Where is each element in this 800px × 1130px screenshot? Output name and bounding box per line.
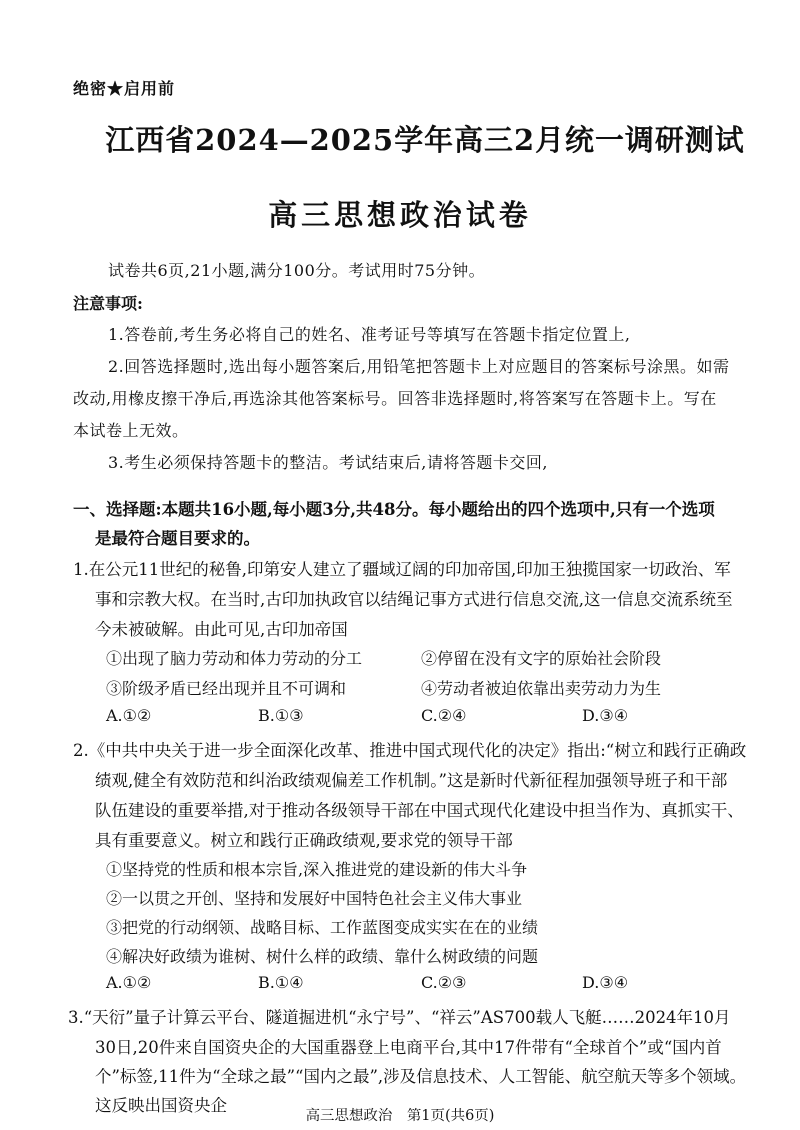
notice-item-2-line-1: 2.回答选择题时,选出每小题答案后,用铅笔把答题卡上对应题目的答案标号涂黑。如需	[108, 357, 730, 376]
q1-statement-2: ②停留在没有文字的原始社会阶段	[421, 649, 662, 668]
q2-stem-line-1: 2.《中共中央关于进一步全面深化改革、推进中国式现代化的决定》指出:“树立和践行正确政	[73, 741, 747, 760]
exam-intro: 试卷共6页,21小题,满分100分。考试用时75分钟。	[108, 261, 486, 280]
q2-stem-line-3: 队伍建设的重要举措,对于推动各级领导干部在中国式现代化建设中担当作为、真抓实干、	[95, 801, 744, 820]
notice-item-3: 3.考生必须保持答题卡的整洁。考试结束后,请将答题卡交回,	[108, 453, 548, 472]
q1-statement-3: ③阶级矛盾已经出现并且不可调和	[106, 679, 347, 698]
q1-statement-1: ①出现了脑力劳动和体力劳动的分工	[106, 649, 363, 668]
q1-statement-4: ④劳动者被迫依靠出卖劳动力为生	[421, 679, 662, 698]
q2-statement-3: ③把党的行动纲领、战略目标、工作蓝图变成实实在在的业绩	[106, 918, 539, 937]
notice-item-2-line-3: 本试卷上无效。	[73, 421, 189, 440]
page-footer: 高三思想政治 第1页(共6页)	[305, 1108, 495, 1124]
q1-option-d: D.③④	[582, 706, 629, 725]
q2-stem-line-4: 具有重要意义。树立和践行正确政绩观,要求党的领导干部	[95, 831, 513, 850]
section-heading-line-2: 是最符合题目要求的。	[95, 529, 260, 548]
q3-stem-line-3: 个”标签,11件为“全球之最”“国内之最”,涉及信息技术、人工智能、航空航天等多个领域。	[95, 1067, 747, 1086]
exam-title: 江西省2024—2025学年高三2月统一调研测试	[105, 123, 745, 157]
notice-item-1: 1.答卷前,考生务必将自己的姓名、准考证号等填写在答题卡指定位置上,	[108, 325, 631, 344]
confidential-label: 绝密★启用前	[73, 79, 176, 98]
q2-statement-2: ②一以贯之开创、坚持和发展好中国特色社会主义伟大事业	[106, 889, 523, 908]
section-heading-line-1: 一、选择题:本题共16小题,每小题3分,共48分。每小题给出的四个选项中,只有一个选项	[73, 500, 715, 519]
notice-item-2-line-2: 改动,用橡皮擦干净后,再选涂其他答案标号。回答非选择题时,将答案写在答题卡上。写在	[73, 389, 717, 408]
q3-stem-line-4: 这反映出国资央企	[95, 1096, 227, 1115]
q1-stem-line-1: 1.在公元11世纪的秘鲁,印第安人建立了疆域辽阔的印加帝国,印加王独揽国家一切政治、军	[73, 560, 731, 579]
q3-stem-line-1: 3.“天衍”量子计算云平台、隧道掘进机“永宁号”、“祥云”AS700载人飞艇……2024年10月	[68, 1008, 731, 1027]
q2-statement-4: ④解决好政绩为谁树、树什么样的政绩、靠什么树政绩的问题	[106, 947, 539, 966]
q1-option-b: B.①③	[258, 706, 304, 725]
q2-option-d: D.③④	[582, 973, 629, 992]
q2-option-b: B.①④	[258, 973, 304, 992]
notice-heading: 注意事项:	[73, 294, 143, 313]
q2-option-c: C.②③	[421, 973, 467, 992]
q1-option-a: A.①②	[106, 706, 152, 725]
q1-stem-line-2: 事和宗教大权。在当时,古印加执政官以结绳记事方式进行信息交流,这一信息交流系统至	[95, 590, 733, 609]
exam-subtitle: 高三思想政治试卷	[268, 198, 532, 232]
q3-stem-line-2: 30日,20件来自国资央企的大国重器登上电商平台,其中17件带有“全球首个”或“国内首	[95, 1038, 722, 1057]
q1-stem-line-3: 今未被破解。由此可见,古印加帝国	[95, 620, 348, 639]
q1-option-c: C.②④	[421, 706, 467, 725]
q2-statement-1: ①坚持党的性质和根本宗旨,深入推进党的建设新的伟大斗争	[106, 860, 528, 879]
q2-stem-line-2: 绩观,健全有效防范和纠治政绩观偏差工作机制。”这是新时代新征程加强领导班子和干部	[95, 771, 728, 790]
q2-option-a: A.①②	[106, 973, 152, 992]
